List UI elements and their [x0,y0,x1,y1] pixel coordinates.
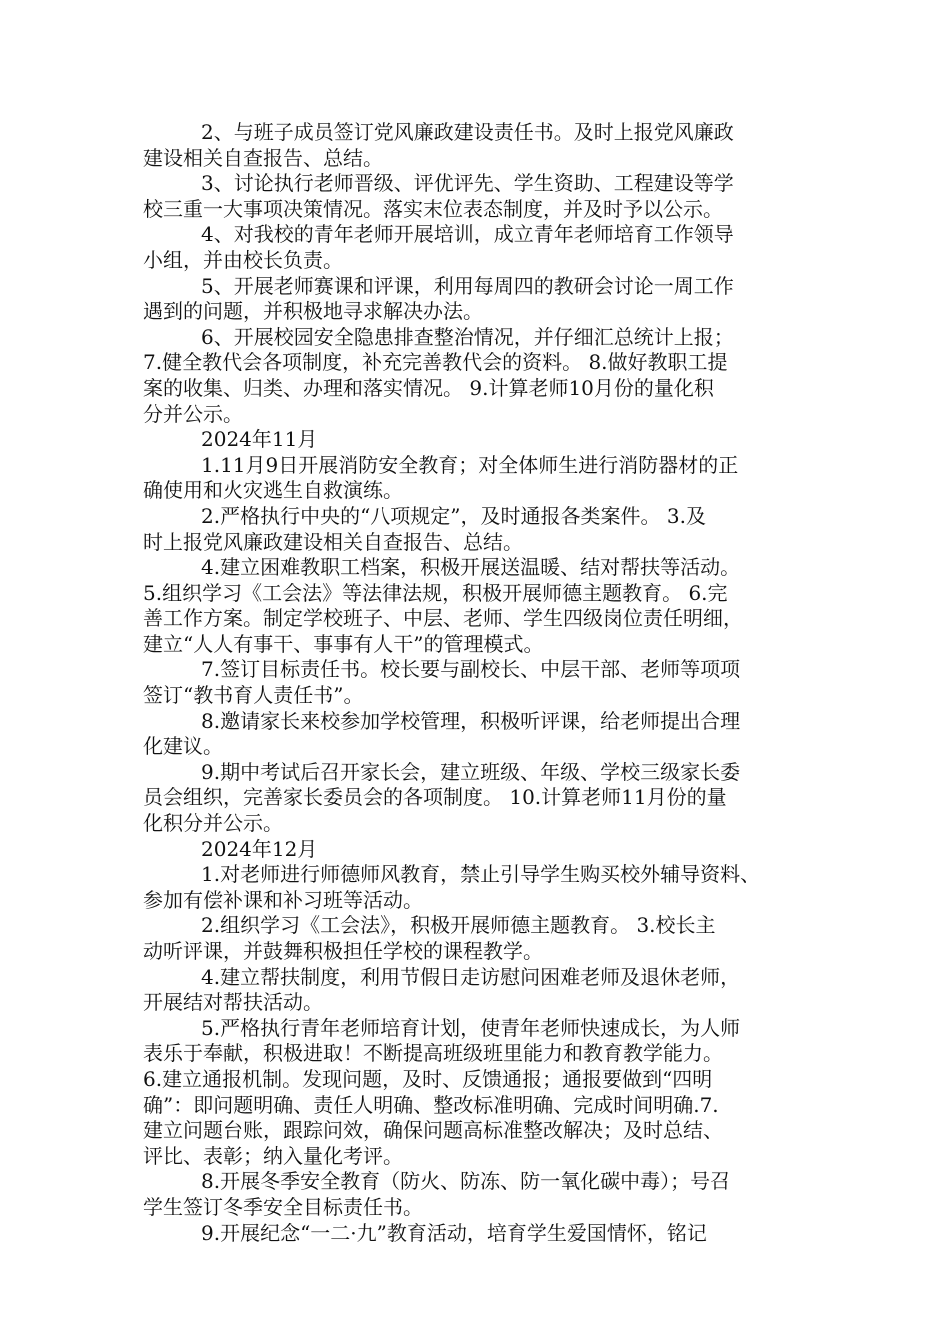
text-line: 7.健全教代会各项制度，补充完善教代会的资料。 8.做好教职工提 [143,350,728,375]
text-line: 8.开展冬季安全教育（防火、防冻、防一氧化碳中毒）；号召 [201,1169,731,1194]
text-line: 1.对老师进行师德师风教育，禁止引导学生购买校外辅导资料、 [201,862,761,887]
text-line: 2.组织学习《工会法》，积极开展师德主题教育。 3.校长主 [201,913,716,938]
text-line: 参加有偿补课和补习班等活动。 [143,887,423,912]
text-line: 化积分并公示。 [143,811,283,836]
text-line: 遇到的问题，并积极地寻求解决办法。 [143,299,483,324]
document-body [143,120,823,1246]
text-line: 签订“教书育人责任书”。 [143,683,364,708]
text-line: 建设相关自查报告、总结。 [143,145,383,170]
text-line: 6.建立通报机制。发现问题，及时、反馈通报；通报要做到“四明 [143,1066,713,1091]
text-line: 2.严格执行中央的“八项规定”，及时通报各类案件。 3.及 [201,503,706,528]
text-line: 时上报党风廉政建设相关自查报告、总结。 [143,529,523,554]
text-line: 评比、表彰；纳入量化考评。 [143,1143,403,1168]
text-line: 5.组织学习《工会法》等法律法规，积极开展师德主题教育。 6.完 [143,580,728,605]
text-line: 动听评课，并鼓舞积极担任学校的课程教学。 [143,939,543,963]
text-line: 校三重一大事项决策情况。落实末位表态制度，并及时予以公示。 [143,196,723,221]
text-line: 分并公示。 [143,401,243,426]
text-line: 善工作方案。制定学校班子、中层、老师、学生四级岗位责任明细， [143,606,743,631]
text-line: 5、开展老师赛课和评课，利用每周四的教研会讨论一周工作 [201,273,734,298]
text-line: 2024年11月 [201,427,318,452]
text-line: 9.开展纪念“一二·九”教育活动，培育学生爱国情怀，铭记 [201,1220,707,1245]
text-line: 小组，并由校长负责。 [143,247,343,272]
text-line: 7.签订目标责任书。校长要与副校长、中层干部、老师等项项 [201,657,741,682]
text-line: 建立“人人有事干、事事有人干”的管理模式。 [143,631,544,656]
text-line: 1.11月9日开展消防安全教育；对全体师生进行消防器材的正 [201,452,739,477]
text-line: 2、与班子成员签订党风廉政建设责任书。及时上报党风廉政 [201,120,734,144]
text-line: 案的收集、归类、办理和落实情况。 9.计算老师10月份的量化积 [143,375,714,400]
text-line: 建立问题台账，跟踪问效，确保问题高标准整改解决；及时总结、 [143,1118,723,1143]
text-line: 确”：即问题明确、责任人明确、整改标准明确、完成时间明确.7. [143,1092,719,1117]
text-line: 6、开展校园安全隐患排查整治情况，并仔细汇总统计上报； [201,324,734,349]
text-line: 3、讨论执行老师晋级、评优评先、学生资助、工程建设等学 [201,171,734,196]
text-line: 4、对我校的青年老师开展培训，成立青年老师培育工作领导 [201,222,734,247]
text-line: 开展结对帮扶活动。 [143,990,323,1015]
text-line: 4.建立困难教职工档案，积极开展送温暖、结对帮扶等活动。 [201,555,741,580]
text-line: 5.严格执行青年老师培育计划，使青年老师快速成长，为人师 [201,1015,741,1040]
text-line: 9.期中考试后召开家长会，建立班级、年级、学校三级家长委 [201,759,741,784]
text-line: 确使用和火灾逃生自救演练。 [143,478,403,503]
text-line: 4.建立帮扶制度，利用节假日走访慰问困难老师及退休老师， [201,964,741,989]
text-line: 学生签订冬季安全目标责任书。 [143,1194,423,1219]
text-line: 表乐于奉献，积极进取！不断提高班级班里能力和教育教学能力。 [143,1041,723,1066]
text-line: 化建议。 [143,734,223,759]
text-line: 员会组织，完善家长委员会的各项制度。 10.计算老师11月份的量 [143,785,727,810]
text-line: 8.邀请家长来校参加学校管理，积极听评课，给老师提出合理 [201,708,741,733]
text-line: 2024年12月 [201,836,318,861]
